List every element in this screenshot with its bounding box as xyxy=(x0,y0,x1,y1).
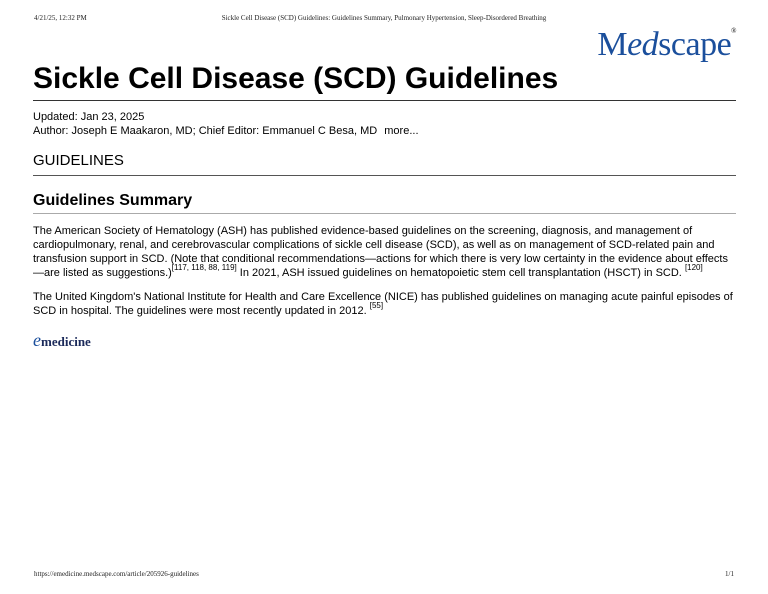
reference-link[interactable]: [120] xyxy=(684,263,703,273)
more-authors-link[interactable]: more... xyxy=(384,125,419,137)
print-datetime: 4/21/25, 12:32 PM xyxy=(34,14,87,22)
updated-date: Updated: Jan 23, 2025 xyxy=(33,111,145,123)
medscape-logo[interactable]: Medscape® xyxy=(597,26,736,63)
paragraph-ash: The American Society of Hematology (ASH) has published evidence-based guidelines on the screening, diagnosis, and management of cardiopulmonary, renal, and cerebrovascular complications of sickle cell disease (SCD), as well as on management of SCD-related pain and transfusion support in SCD. (Note that conditional recommendations—actions for which there is very low certainty in the evidence about effects—are listed as suggestions.)[117, 118, 88, 119] In 2021, ASH issued guidelines on hematopoietic stem cell transplantation (HSCT) in SCD. [120] xyxy=(33,225,728,279)
section-label: GUIDELINES xyxy=(33,151,736,176)
author-text: Author: Joseph E Maakaron, MD; Chief Editor: Emmanuel C Besa, MD xyxy=(33,125,378,137)
reference-link[interactable]: [55] xyxy=(369,301,384,311)
print-url: https://emedicine.medscape.com/article/205926-guidelines xyxy=(34,570,199,578)
article-content xyxy=(33,60,736,351)
page-title: Sickle Cell Disease (SCD) Guidelines xyxy=(33,60,736,101)
reference-link[interactable]: [117, 118, 88, 119] xyxy=(171,263,237,273)
emedicine-logo: emedicine xyxy=(33,330,91,350)
paragraph-nice: The United Kingdom's National Institute for Health and Care Excellence (NICE) has published guidelines on managing acute painful episodes of SCD in hospital. The guidelines were most recently updated in 2012. [55] xyxy=(33,291,733,317)
section-heading: Guidelines Summary xyxy=(33,190,736,214)
page-number: 1/1 xyxy=(725,570,734,578)
print-doc-title: Sickle Cell Disease (SCD) Guidelines: Guidelines Summary, Pulmonary Hypertension, Sleep-Disordered Breathing xyxy=(221,14,547,22)
article-meta xyxy=(33,110,736,138)
author-line xyxy=(33,124,736,138)
